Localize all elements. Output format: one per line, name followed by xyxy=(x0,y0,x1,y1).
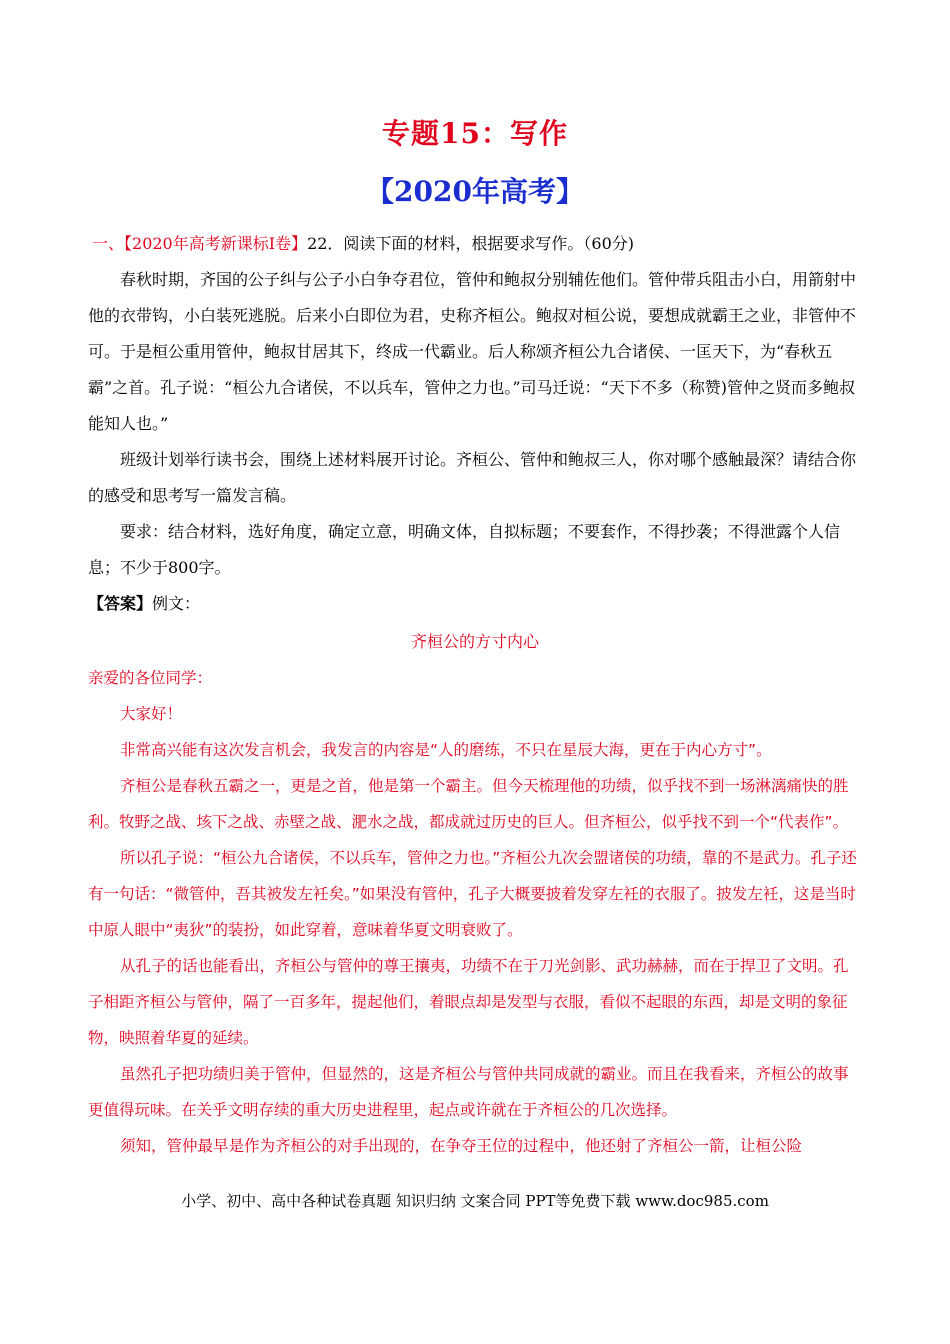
question-header xyxy=(88,226,862,262)
essay-paragraph: 从孔子的话也能看出，齐桓公与管仲的尊王攘夷，功绩不在于刀光剑影、武功赫赫，而在于捍卫了文明。孔子相距齐桓公与管仲，隔了一百多年，提起他们，着眼点却是发型与衣服，看似不起眼的东西，却是文明的象征物，映照着华夏的延续。 xyxy=(88,957,849,1047)
answer-header xyxy=(88,586,862,622)
essay-paragraph: 须知，管仲最早是作为齐桓公的对手出现的，在争夺王位的过程中，他还射了齐桓公一箭，让桓公险 xyxy=(120,1137,803,1155)
answer-label: 【答案】 xyxy=(88,594,153,613)
essay-title: 齐桓公的方寸内心 xyxy=(410,632,539,651)
question-prompt: 22．阅读下面的材料，根据要求写作。（60分) xyxy=(307,234,635,253)
question-number: 一、 xyxy=(92,234,125,253)
requirements-paragraph: 要求：结合材料，选好角度，确定立意，明确文体，自拟标题；不要套作，不得抄袭；不得泄露个人信息；不少于800字。 xyxy=(88,522,841,577)
question-source: 【2020年高考新课标Ⅰ卷】 xyxy=(124,234,308,253)
material-paragraph: 春秋时期，齐国的公子纠与公子小白争夺君位，管仲和鲍叔分别辅佐他们。管仲带兵阻击小白，用箭射中他的衣带钩，小白装死逃脱。后来小白即位为君，史称齐桓公。鲍叔对桓公说，要想成就霸王之业，非管仲不可。于是桓公重用管仲，鲍叔甘居其下，终成一代霸业。后人称颂齐桓公九合诸侯、一匡天下，为“春秋五霸”之首。孔子说：“桓公九合诸侯，不以兵车，管仲之力也。”司马迁说：“天下不多（称赞)管仲之贤而多鲍叔能知人也。” xyxy=(88,270,857,433)
essay-greeting: 大家好！ xyxy=(120,705,183,723)
essay-paragraph: 齐桓公是春秋五霸之一，更是之首，他是第一个霸主。但今天梳理他的功绩，似乎找不到一场淋漓痛快的胜利。牧野之战、垓下之战、赤壁之战、淝水之战，都成就过历史的巨人。但齐桓公，似乎找不到一个“代表作”。 xyxy=(88,777,849,831)
essay-paragraph: 非常高兴能有这次发言机会，我发言的内容是“人的磨练，不只在星辰大海，更在于内心方寸”。 xyxy=(120,741,772,759)
answer-label-suffix: 例文： xyxy=(152,594,201,613)
essay-paragraph: 所以孔子说：“桓公九合诸侯，不以兵车，管仲之力也。”齐桓公九次会盟诸侯的功绩，靠的不是武力。孔子还有一句话：“微管仲，吾其被发左衽矣。”如果没有管仲，孔子大概要披着发穿左衽的衣服了。披发左衽，这是当时中原人眼中“夷狄”的装扮，如此穿着，意味着华夏文明衰败了。 xyxy=(88,849,857,939)
document-body xyxy=(88,226,862,1164)
page-subtitle: 【2020年高考】 xyxy=(366,175,584,208)
page-title: 专题15：写作 xyxy=(382,117,568,150)
essay-paragraph: 虽然孔子把功绩归美于管仲，但显然的，这是齐桓公与管仲共同成就的霸业。而且在我看来，齐桓公的故事更值得玩味。在关乎文明存续的重大历史进程里，起点或许就在于齐桓公的几次选择。 xyxy=(88,1065,849,1119)
task-paragraph: 班级计划举行读书会，围绕上述材料展开讨论。齐桓公、管仲和鲍叔三人，你对哪个感触最深？请结合你的感受和思考写一篇发言稿。 xyxy=(88,450,857,505)
page-footer: 小学、初中、高中各种试卷真题 知识归纳 文案合同 PPT等免费下载 www.doc985.com xyxy=(181,1192,769,1210)
essay-salutation: 亲爱的各位同学： xyxy=(88,669,213,687)
